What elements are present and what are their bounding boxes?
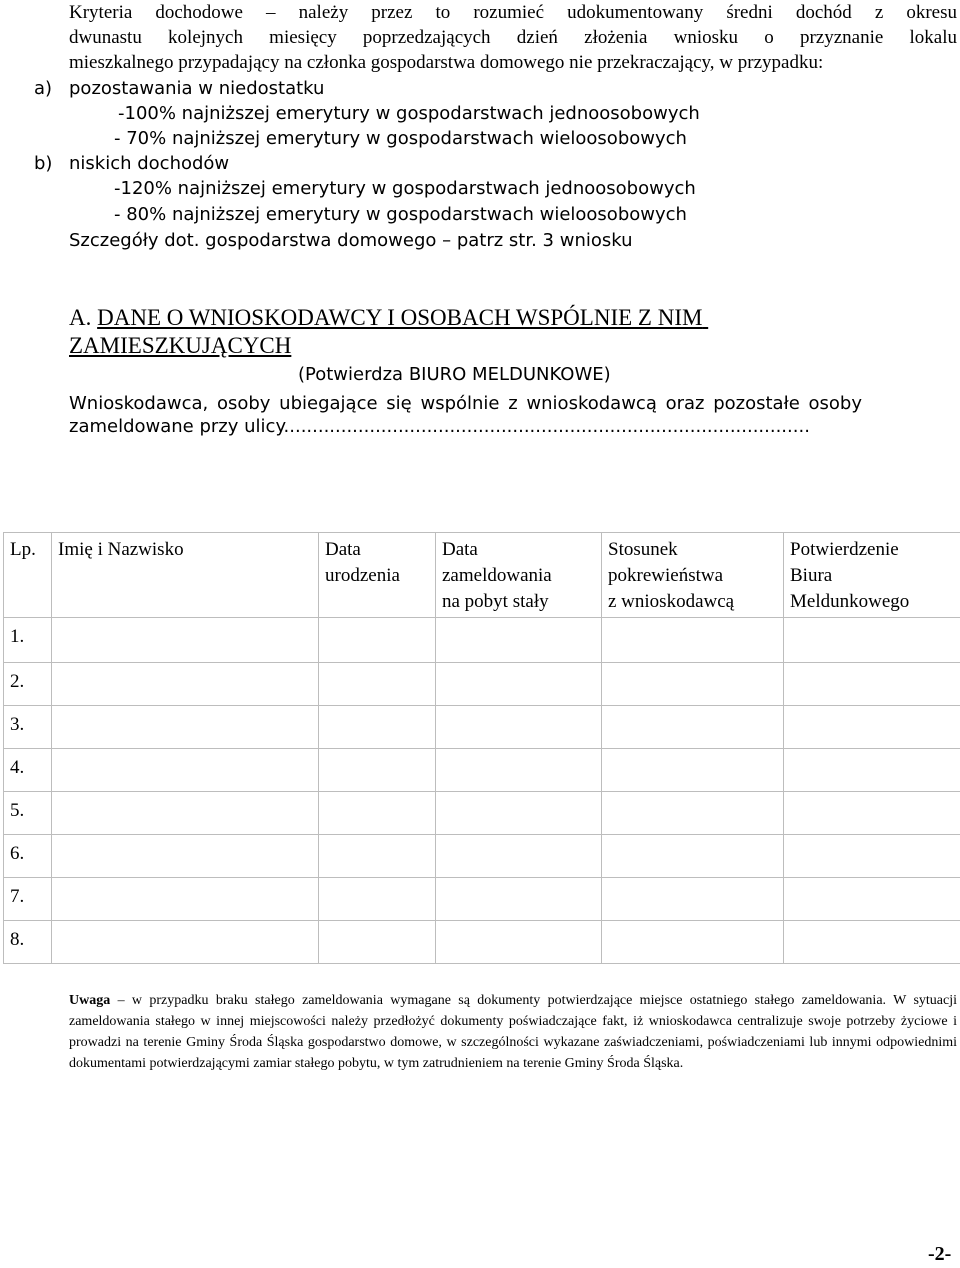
confirmation-cell[interactable] <box>784 835 960 878</box>
confirmation-cell[interactable] <box>784 663 960 706</box>
table-row <box>4 663 960 706</box>
criteria-line-3: mieszkalnego przypadający na członka gospodarstwa domowego nie przekraczający, w przypadku: <box>69 52 824 73</box>
name-cell[interactable] <box>52 749 319 792</box>
registration-date-cell[interactable] <box>436 792 602 835</box>
name-cell[interactable] <box>52 618 319 663</box>
relationship-cell[interactable] <box>602 749 784 792</box>
confirmation-cell[interactable] <box>784 792 960 835</box>
name-cell[interactable] <box>52 706 319 749</box>
registration-date-cell[interactable] <box>436 835 602 878</box>
registration-date-cell[interactable] <box>436 878 602 921</box>
confirmation-cell[interactable] <box>784 921 960 964</box>
header-birth-date: Data urodzenia <box>319 533 436 618</box>
section-a-confirm: (Potwierdza BIURO MELDUNKOWE) <box>298 364 611 385</box>
registration-date-cell[interactable] <box>436 706 602 749</box>
criteria-a-item-1: -100% najniższej emerytury w gospodarstwach jednoosobowych <box>118 103 700 124</box>
name-cell[interactable] <box>52 835 319 878</box>
relationship-cell[interactable] <box>602 921 784 964</box>
section-a-title <box>69 304 708 360</box>
section-a-title-line-2: ZAMIESZKUJĄCYCH <box>69 333 292 358</box>
table-row <box>4 618 960 663</box>
table-row <box>4 921 960 964</box>
header-relationship: Stosunek pokrewieństwa z wnioskodawcą <box>602 533 784 618</box>
criteria-b-item-1: -120% najniższej emerytury w gospodarstwach jednoosobowych <box>114 178 696 199</box>
row-number: 2. <box>4 663 52 706</box>
relationship-cell[interactable] <box>602 618 784 663</box>
table-row <box>4 878 960 921</box>
criteria-a-item-2: - 70% najniższej emerytury w gospodarstwach wieloosobowych <box>114 128 687 149</box>
relationship-cell[interactable] <box>602 663 784 706</box>
note-label: Uwaga <box>69 993 111 1008</box>
header-registration-date: Data zameldowania na pobyt stały <box>436 533 602 618</box>
section-a-desc-line-1: Wnioskodawca, osoby ubiegające się wspólnie z wnioskodawcą oraz pozostałe osoby <box>69 393 862 414</box>
row-number: 1. <box>4 618 52 663</box>
residents-table <box>3 532 960 964</box>
header-name: Imię i Nazwisko <box>52 533 319 618</box>
table-row <box>4 792 960 835</box>
criteria-line-2: dwunastu kolejnych miesięcy poprzedzających dzień złożenia wniosku o przyznanie lokalu <box>69 27 957 48</box>
relationship-cell[interactable] <box>602 792 784 835</box>
birth-date-cell[interactable] <box>319 618 436 663</box>
confirmation-cell[interactable] <box>784 749 960 792</box>
registration-date-cell[interactable] <box>436 749 602 792</box>
birth-date-cell[interactable] <box>319 835 436 878</box>
section-a-prefix: A. <box>69 305 92 330</box>
name-cell[interactable] <box>52 878 319 921</box>
section-a-desc-line-2: zameldowane przy ulicy............................................................................................ <box>69 416 810 437</box>
criteria-a-text: pozostawania w niedostatku <box>69 78 325 99</box>
row-number: 7. <box>4 878 52 921</box>
registration-date-cell[interactable] <box>436 921 602 964</box>
criteria-b-text: niskich dochodów <box>69 153 230 174</box>
criteria-b-label: b) <box>34 153 53 174</box>
name-cell[interactable] <box>52 663 319 706</box>
row-number: 8. <box>4 921 52 964</box>
header-lp: Lp. <box>4 533 52 618</box>
relationship-cell[interactable] <box>602 835 784 878</box>
birth-date-cell[interactable] <box>319 749 436 792</box>
table-row <box>4 835 960 878</box>
header-office-confirmation: Potwierdzenie Biura Meldunkowego <box>784 533 960 618</box>
birth-date-cell[interactable] <box>319 792 436 835</box>
section-a-title-line-1: DANE O WNIOSKODAWCY I OSOBACH WSPÓLNIE Z NIM <box>97 305 703 330</box>
name-cell[interactable] <box>52 792 319 835</box>
confirmation-cell[interactable] <box>784 618 960 663</box>
note-text: – w przypadku braku stałego zameldowania wymagane są dokumenty potwierdzające miejsce ostatniego stałego zameldowania. W sytuacji zameldowania stałego w innej miejscowości należy przedłożyć dokumenty poświadczające fakt, iż wnioskodawca centralizuje swoje potrzeby życiowe i prowadzi na terenie Gminy Środa Śląska gospodarstwo domowe, w szczególności wykazane zaświadczeniami, poświadczeniami lub innymi odpowiednimi dokumentami potwierdzającymi zamiar stałego pobytu, w tym zatrudnieniem na terenie Gminy Środa Śląska. <box>69 993 957 1071</box>
criteria-line-1: Kryteria dochodowe – należy przez to rozumieć udokumentowany średni dochód z okresu <box>69 2 957 23</box>
row-number: 3. <box>4 706 52 749</box>
birth-date-cell[interactable] <box>319 706 436 749</box>
relationship-cell[interactable] <box>602 706 784 749</box>
note-paragraph <box>69 990 957 1074</box>
confirmation-cell[interactable] <box>784 706 960 749</box>
relationship-cell[interactable] <box>602 878 784 921</box>
birth-date-cell[interactable] <box>319 921 436 964</box>
confirmation-cell[interactable] <box>784 878 960 921</box>
table-row <box>4 706 960 749</box>
birth-date-cell[interactable] <box>319 878 436 921</box>
registration-date-cell[interactable] <box>436 618 602 663</box>
row-number: 5. <box>4 792 52 835</box>
registration-date-cell[interactable] <box>436 663 602 706</box>
table-row <box>4 749 960 792</box>
birth-date-cell[interactable] <box>319 663 436 706</box>
page-number: -2- <box>928 1243 952 1265</box>
row-number: 4. <box>4 749 52 792</box>
table-header-row <box>4 533 960 618</box>
criteria-b-item-2: - 80% najniższej emerytury w gospodarstwach wieloosobowych <box>114 204 687 225</box>
criteria-details: Szczegóły dot. gospodarstwa domowego – patrz str. 3 wniosku <box>69 230 633 251</box>
criteria-a-label: a) <box>34 78 53 99</box>
row-number: 6. <box>4 835 52 878</box>
name-cell[interactable] <box>52 921 319 964</box>
